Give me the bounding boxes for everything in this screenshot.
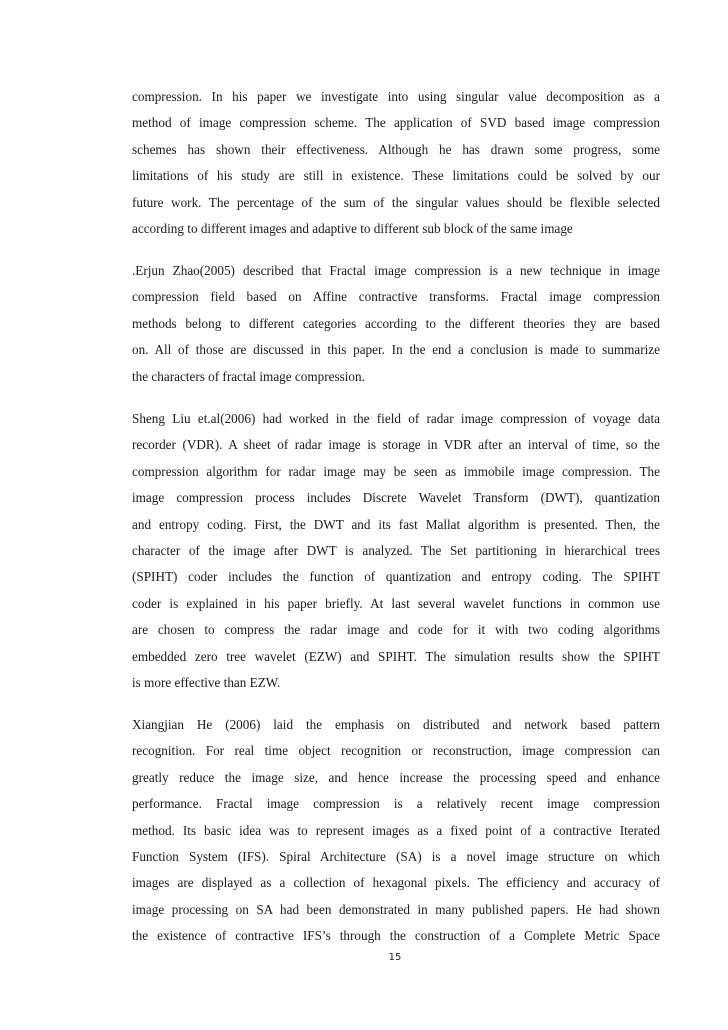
paragraph-svd-compression (132, 84, 660, 242)
page-number: 15 (388, 952, 402, 963)
text-line: embedded zero tree wavelet (EZW) and SPIHT. The simulation results show the SPIHT (132, 648, 660, 664)
text-line: and entropy coding. First, the DWT and its fast Mallat algorithm is presented. Then, the (132, 516, 660, 532)
text-line: are chosen to compress the radar image and code for it with two coding algorithms (132, 622, 660, 638)
text-line: (SPIHT) coder includes the function of quantization and entropy coding. The SPIHT (132, 569, 660, 585)
paragraph-xiangjian-he (132, 712, 660, 950)
text-line: the characters of fractal image compression. (132, 368, 365, 384)
text-line: future work. The percentage of the sum of the singular values should be flexible selected (132, 194, 660, 210)
paragraph-erjun-zhao (132, 258, 660, 390)
text-line: recognition. For real time object recognition or reconstruction, image compression can (132, 743, 660, 759)
text-line: images are displayed as a collection of hexagonal pixels. The efficiency and accuracy of (132, 875, 660, 891)
text-line: limitations of his study are still in existence. These limitations could be solved by our (132, 168, 660, 184)
text-line: according to different images and adaptive to different sub block of the same image (132, 220, 573, 236)
text-line: Sheng Liu et.al(2006) had worked in the field of radar image compression of voyage data (132, 411, 660, 426)
text-line: is more effective than EZW. (132, 674, 281, 690)
text-line: Function System (IFS). Spiral Architecture (SA) is a novel image structure on which (132, 848, 660, 864)
paragraph-sheng-liu (132, 406, 660, 696)
text-line: image processing on SA had been demonstrated in many published papers. He had shown (132, 901, 660, 917)
text-line: methods belong to different categories according to the different theories they are based (132, 315, 660, 331)
text-line: coder is explained in his paper briefly. At last several wavelet functions in common use (132, 595, 660, 611)
text-line: character of the image after DWT is analyzed. The Set partitioning in hierarchical trees (132, 542, 660, 558)
text-line: performance. Fractal image compression is a relatively recent image compression (132, 796, 660, 812)
text-line: .Erjun Zhao(2005) described that Fractal image compression is a new technique in image (132, 263, 660, 278)
text-line: method. Its basic idea was to represent images as a fixed point of a contractive Iterated (132, 822, 660, 838)
text-line: image compression process includes Discrete Wavelet Transform (DWT), quantization (132, 490, 660, 506)
text-line: compression. In his paper we investigate into using singular value decomposition as a (132, 89, 660, 104)
text-line: the existence of contractive IFS’s through the construction of a Complete Metric Space (132, 928, 660, 944)
text-line: Xiangjian He (2006) laid the emphasis on distributed and network based pattern (132, 717, 660, 732)
text-line: compression field based on Affine contractive transforms. Fractal image compression (132, 289, 660, 305)
text-line: schemes has shown their effectiveness. Although he has drawn some progress, some (132, 141, 660, 157)
text-line: compression algorithm for radar image may be seen as immobile image compression. The (132, 463, 660, 479)
text-line: on. All of those are discussed in this paper. In the end a conclusion is made to summarize (132, 342, 660, 358)
text-line: greatly reduce the image size, and hence increase the processing speed and enhance (132, 769, 660, 785)
text-line: method of image compression scheme. The application of SVD based image compression (132, 115, 660, 131)
text-line: recorder (VDR). A sheet of radar image is storage in VDR after an interval of time, so the (132, 437, 660, 453)
